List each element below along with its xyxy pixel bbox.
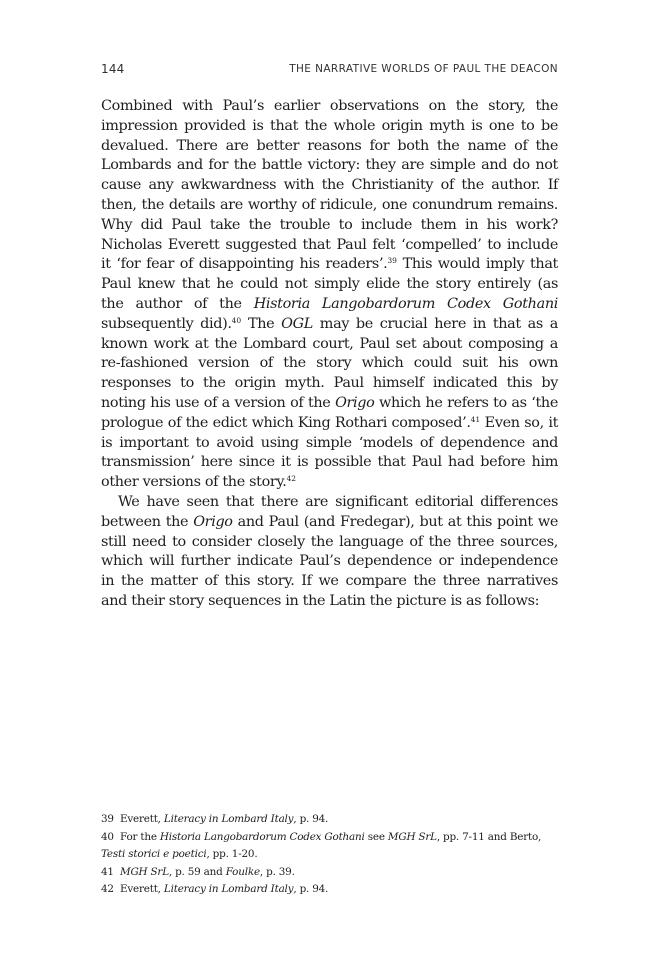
text-run: see (364, 830, 388, 843)
italic-title: OGL (281, 315, 313, 332)
italic-title: Literacy in Lombard Italy (163, 813, 294, 825)
text-run: , pp. 7-11 and Berto, (436, 830, 542, 843)
text-run: Everett, (120, 813, 164, 825)
text-run: Everett, (120, 883, 164, 896)
text-run: Even so, it is important to avoid using simple ‘models of dependence and transmission’ here since it is possible that Paul had before him other versions of the story. (101, 414, 559, 491)
main-text (101, 97, 558, 612)
italic-title: MGH SrL (120, 865, 169, 878)
paragraph-1 (101, 97, 558, 493)
italic-title: MGH SrL (387, 830, 437, 843)
italic-title: Origo (335, 394, 375, 411)
page-number: 144 (101, 62, 125, 76)
footnote-ref-42[interactable]: 42 (286, 474, 297, 484)
footnote-ref-39[interactable]: 39 (387, 256, 397, 266)
footnote-number: 41 (101, 865, 114, 878)
footnotes (101, 811, 558, 899)
italic-title: Historia Langobardorum Codex Gothani (159, 830, 365, 843)
text-run: We have seen that there are significant editorial differences between the (101, 493, 558, 530)
text-run: The (241, 315, 282, 332)
text-run: may be crucial here in that as a known work at the Lombard court, Paul set about composing a re-fashioned version of the story which could suit his own responses to the origin myth. Paul himself indicated this by noting his use of a version of the (101, 315, 558, 411)
text-run: , p. 39. (259, 865, 295, 878)
italic-title: Foulke (225, 865, 260, 878)
italic-title: Literacy in Lombard Italy (163, 883, 294, 896)
running-head (101, 62, 558, 78)
footnote-41 (101, 864, 558, 882)
footnote-number: 40 (101, 830, 114, 843)
text-run: Combined with Paul’s earlier observations on the story, the impression provided is that the whole origin myth is one to be devalued. There are better reasons for both the name of the Lombards and for the battle victory: they are simple and do not cause any awkwardness with the Christianity of the author. If then, the details are worthy of ridicule, one conundrum remains. Why did Paul take the trouble to include them in his work? Nicholas Everett suggested that Paul felt ‘compelled’ to include it ‘for fear of disappointing his readers’. (101, 98, 558, 273)
text-run: This would imply that Paul knew that he could not simply elide the story entirely (as the author of the (101, 256, 558, 312)
footnote-ref-40[interactable]: 40 (231, 315, 242, 325)
text-run: which he refers to as ‘the prologue of the edict which King Rothari composed’. (101, 394, 559, 431)
text-run: subsequently did). (101, 315, 232, 332)
text-run: For the (120, 830, 160, 843)
footnote-40 (101, 829, 558, 864)
footnote-ref-41[interactable]: 41 (470, 414, 481, 424)
text-run: , p. 94. (293, 813, 329, 825)
paragraph-2 (101, 493, 558, 612)
italic-title: Historia Langobardorum Codex Gothani (253, 295, 558, 312)
text-run: , p. 94. (293, 883, 329, 896)
footnote-42 (101, 881, 558, 899)
footnote-39 (101, 811, 558, 829)
footnote-number: 39 (101, 813, 114, 825)
italic-title: Testi storici e poetici (101, 848, 207, 861)
footnote-number: 42 (101, 883, 114, 896)
italic-title: Origo (193, 513, 233, 530)
running-title: THE NARRATIVE WORLDS OF PAUL THE DEACON (289, 63, 558, 75)
text-run: , pp. 1-20. (206, 848, 258, 861)
text-run: and Paul (and Fredegar), but at this point we still need to consider closely the language of the three sources, which will further indicate Paul’s dependence or independence in the matter of this story. If we compare the three narratives and their story sequences in the Latin the picture is as follows: (101, 513, 558, 609)
text-run: , p. 59 and (168, 865, 226, 878)
